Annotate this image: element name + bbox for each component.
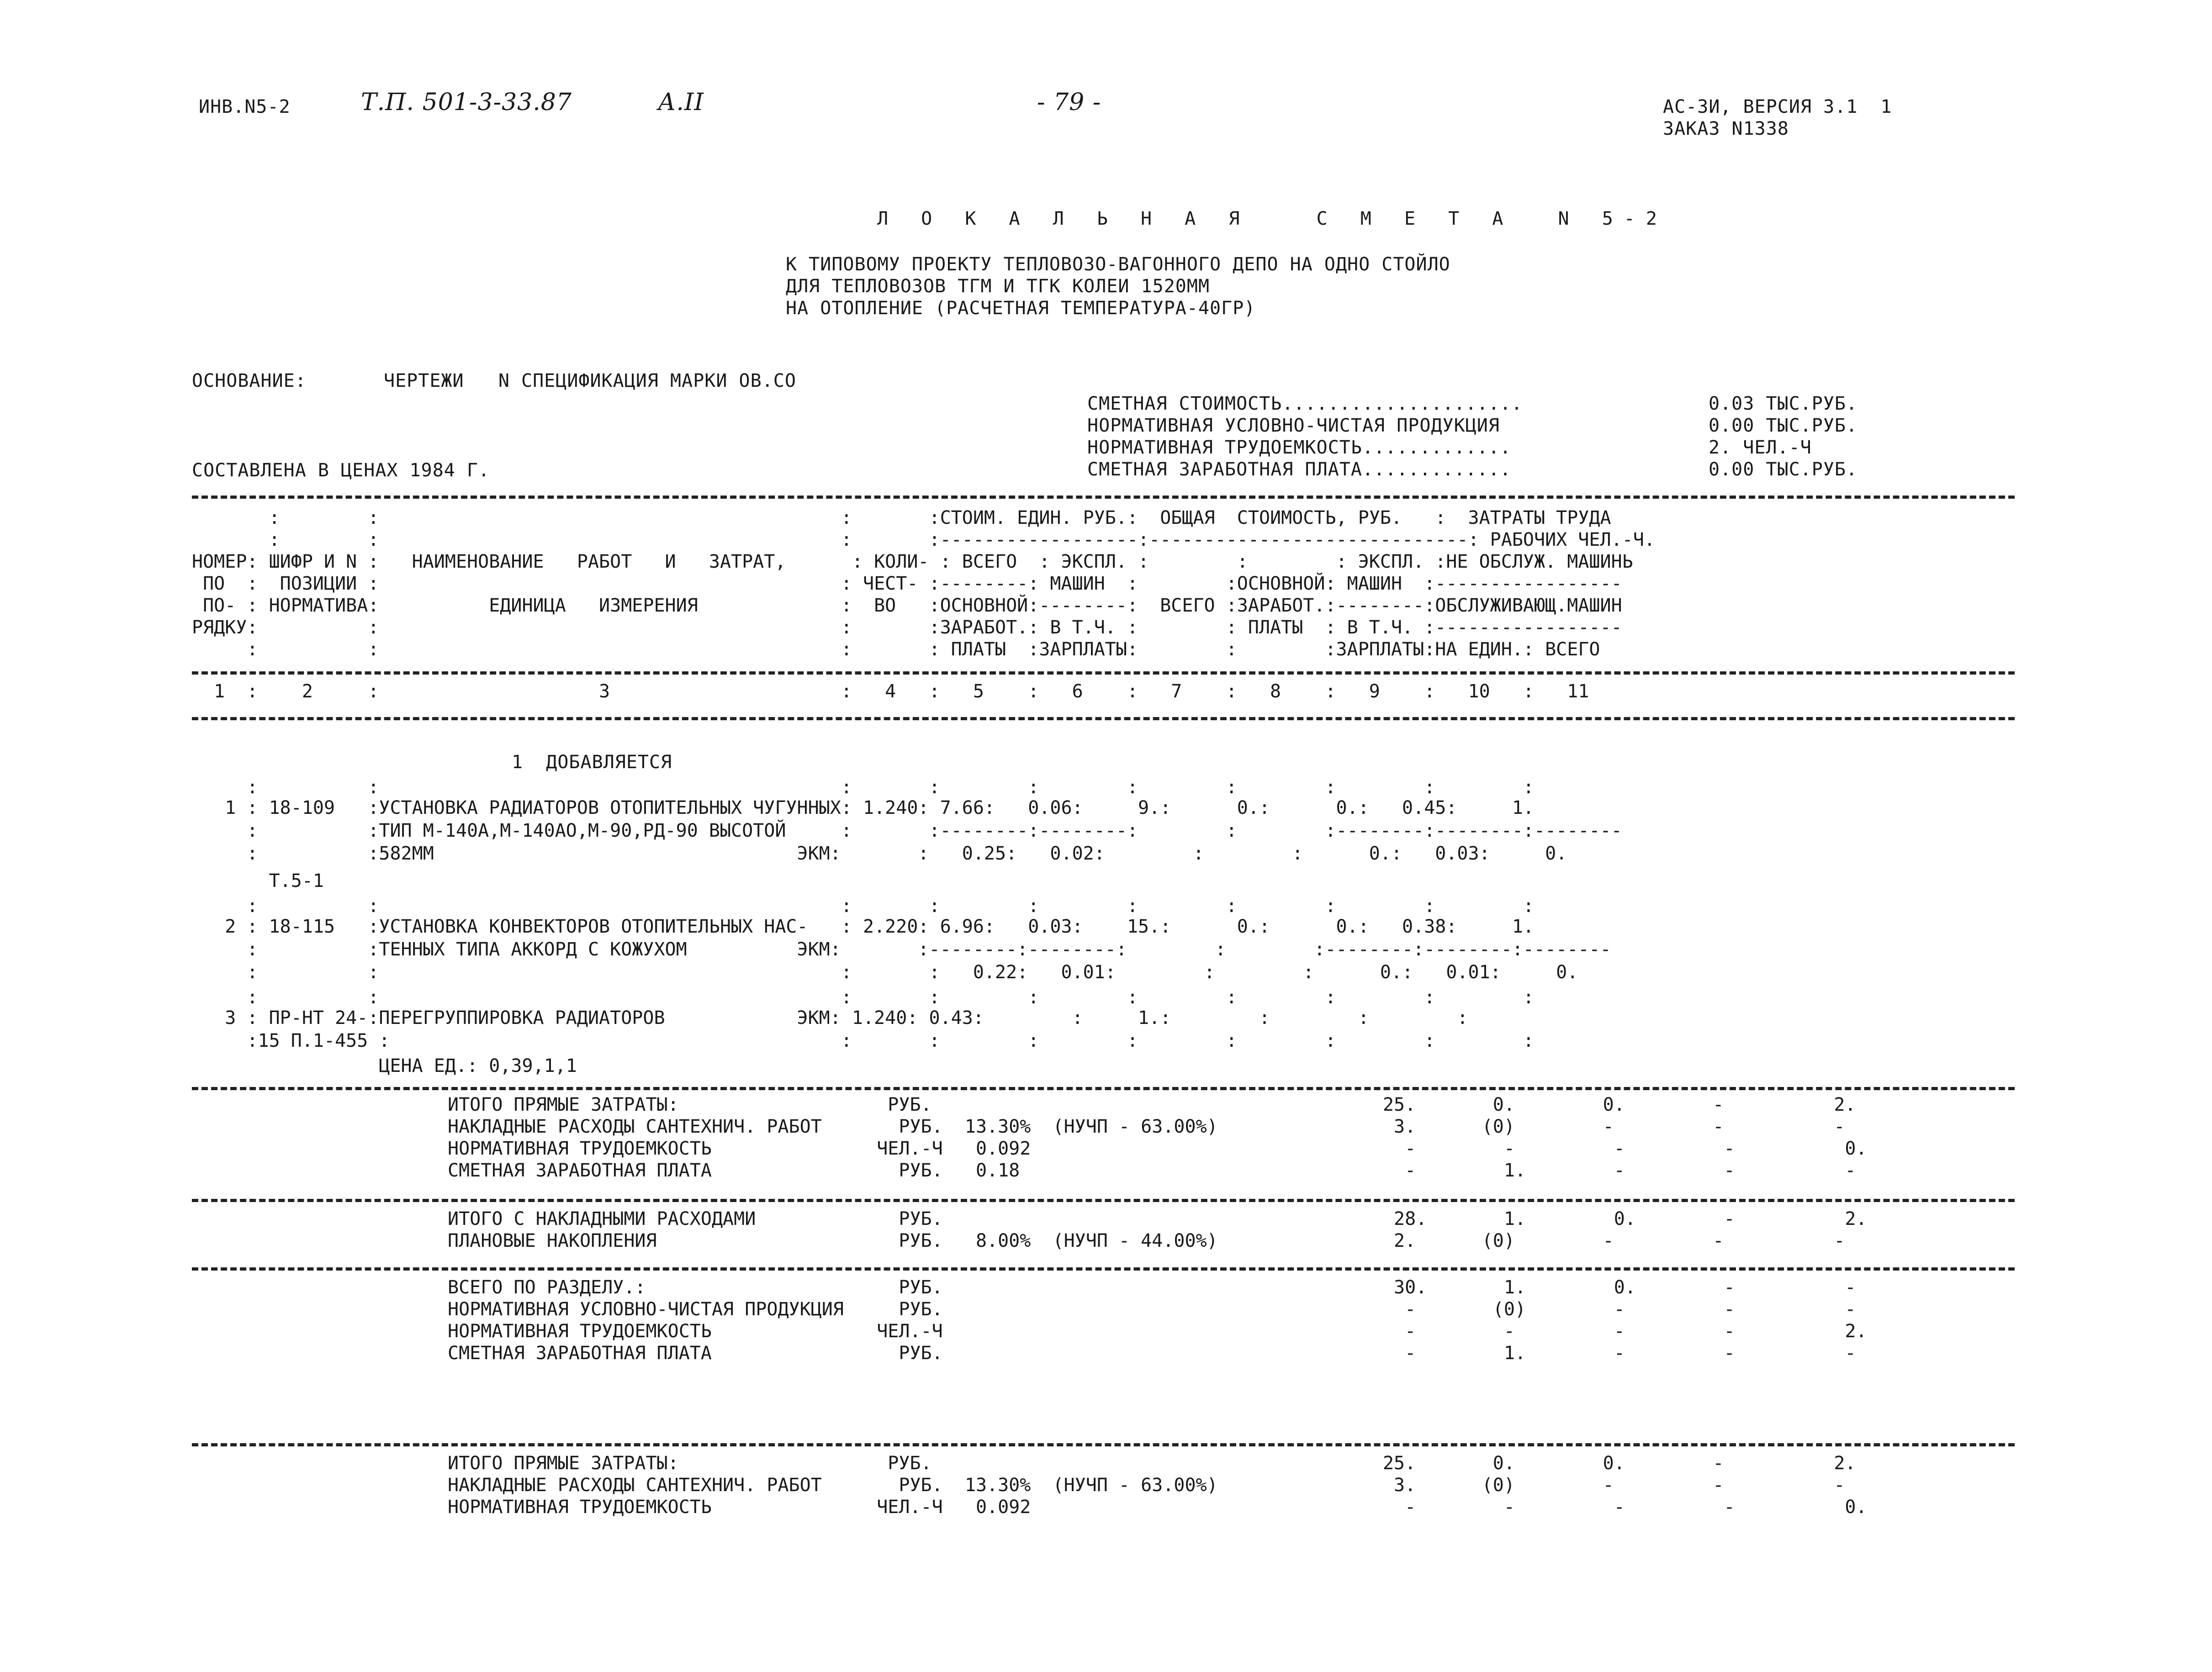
totals-line: ИТОГО ПРЯМЫЕ ЗАТРАТЫ: РУБ. 25. 0. 0. - 2. [448,1094,1856,1115]
section-title: 1 ДОБАВЛЯЕТСЯ [512,752,672,773]
totals-line: НОРМАТИВНАЯ УСЛОВНО-ЧИСТАЯ ПРОДУКЦИЯ РУБ. - (0) - - - [448,1299,1856,1320]
column-numbers: 1 : 2 : 3 : 4 : 5 : 6 : 7 : 8 : 9 : 10 : 11 [192,681,1589,702]
prices-year: СОСТАВЛЕНА В ЦЕНАХ 1984 Г. [192,460,490,481]
summary-label: НОРМАТИВНАЯ УСЛОВНО-ЧИСТАЯ ПРОДУКЦИЯ [1087,415,1500,436]
title-line-2: ДЛЯ ТЕПЛОВОЗОВ ТГМ И ТГК КОЛЕИ 1520ММ [786,276,1210,297]
table-row: ЦЕНА ЕД.: 0,39,1,1 [192,1055,577,1076]
totals-line: НОРМАТИВНАЯ ТРУДОЕМКОСТЬ ЧЕЛ.-Ч 0.092 - - - - 0. [448,1138,1867,1159]
table-row: Т.5-1 [192,870,324,891]
typical-project-number: Т.П. 501-3-33.87 [361,89,572,116]
divider [192,1087,2015,1090]
table-row: :15 П.1-455 : : : : : : : : : [192,1030,1535,1051]
divider [192,1443,2015,1446]
summary-label: СМЕТНАЯ СТОИМОСТЬ..................... [1087,393,1523,414]
divider [192,671,2015,675]
basis-label: ОСНОВАНИЕ: [192,370,307,391]
totals-line: ИТОГО ПРЯМЫЕ ЗАТРАТЫ: РУБ. 25. 0. 0. - 2. [448,1453,1856,1474]
table-row: : :582ММ ЭКМ: : 0.25: 0.02: : : 0.: 0.03: 0. [192,843,1567,864]
totals-line: НАКЛАДНЫЕ РАСХОДЫ САНТЕХНИЧ. РАБОТ РУБ. 13.30% (НУЧП - 63.00%) 3. (0) - - - [448,1475,1845,1496]
title-line-1: К ТИПОВОМУ ПРОЕКТУ ТЕПЛОВОЗО-ВАГОННОГО ДЕПО НА ОДНО СТОЙЛО [786,254,1450,275]
program-version: АС-3И, ВЕРСИЯ 3.1 1 [1663,96,1892,117]
summary-label: СМЕТНАЯ ЗАРАБОТНАЯ ПЛАТА............. [1087,459,1512,480]
summary-value: 0.00 ТЫС.РУБ. [1709,415,1858,436]
table-header-line: ПО : ПОЗИЦИИ : : ЧЕСТ- :--------: МАШИН : :ОСНОВНОЙ: МАШИН :----------------- [192,573,1622,594]
totals-line: ВСЕГО ПО РАЗДЕЛУ.: РУБ. 30. 1. 0. - - [448,1277,1856,1298]
table-header-line: НОМЕР: ШИФР И N : НАИМЕНОВАНИЕ РАБОТ И ЗАТРАТ, : КОЛИ- : ВСЕГО : ЭКСПЛ. : : : ЭКСПЛ. :НЕ ОБСЛУЖ. МАШИНЬ [192,551,1633,572]
divider [192,717,2015,720]
summary-value: 0.00 ТЫС.РУБ. [1709,459,1858,480]
table-row: : :ТЕННЫХ ТИПА АККОРД С КОЖУХОМ ЭКМ: :--------:--------: : :--------:--------:-------- [192,939,1611,960]
divider [192,496,2015,499]
table-row: 3 : ПР-НТ 24-:ПЕРЕГРУППИРОВКА РАДИАТОРОВ ЭКМ: 1.240: 0.43: : 1.: : : : [192,1007,1468,1029]
table-row: : : : : 0.22: 0.01: : : 0.: 0.01: 0. [192,962,1578,983]
table-row: : : : : : : : : : : [192,896,1535,917]
summary-value: 0.03 ТЫС.РУБ. [1709,393,1858,414]
totals-line: НОРМАТИВНАЯ ТРУДОЕМКОСТЬ ЧЕЛ.-Ч - - - - 2. [448,1321,1867,1342]
inventory-number: ИНВ.N5-2 [199,96,291,117]
album-number: А.II [658,89,704,116]
document-title: Л О К А Л Ь Н А Я С М Е Т А N 5-2 [877,208,1668,229]
totals-line: ИТОГО С НАКЛАДНЫМИ РАСХОДАМИ РУБ. 28. 1. 0. - 2. [448,1208,1867,1229]
totals-line: НАКЛАДНЫЕ РАСХОДЫ САНТЕХНИЧ. РАБОТ РУБ. 13.30% (НУЧП - 63.00%) 3. (0) - - - [448,1116,1845,1137]
totals-line: ПЛАНОВЫЕ НАКОПЛЕНИЯ РУБ. 8.00% (НУЧП - 44.00%) 2. (0) - - - [448,1230,1845,1251]
title-line-3: НА ОТОПЛЕНИЕ (РАСЧЕТНАЯ ТЕМПЕРАТУРА-40ГР) [786,298,1256,319]
table-row: : :ТИП М-140А,М-140АО,М-90,РД-90 ВЫСОТОЙ : :--------:--------: : :--------:--------:-------- [192,820,1622,841]
totals-line: СМЕТНАЯ ЗАРАБОТНАЯ ПЛАТА РУБ. - 1. - - - [448,1343,1856,1364]
summary-value: 2. ЧЕЛ.-Ч [1709,437,1812,458]
table-header-line: : : : : ПЛАТЫ :ЗАРПЛАТЫ: : :ЗАРПЛАТЫ:НА ЕДИН.: ВСЕГО [192,639,1600,660]
table-header-line: ПО- : НОРМАТИВА: ЕДИНИЦА ИЗМЕРЕНИЯ : ВО :ОСНОВНОЙ:--------: ВСЕГО :ЗАРАБОТ.:--------:ОБСЛУЖИВАЮЩ.МАШИН [192,595,1622,616]
table-header-line: : : : :СТОИМ. ЕДИН. РУБ.: ОБЩАЯ СТОИМОСТЬ, РУБ. : ЗАТРАТЫ ТРУДА [192,507,1611,528]
page-number: - 79 - [1037,89,1101,116]
divider [192,1267,2015,1271]
table-row: : : : : : : : : : : [192,777,1535,798]
basis-value: ЧЕРТЕЖИ N СПЕЦИФИКАЦИЯ МАРКИ ОВ.СО [384,370,796,391]
summary-label: НОРМАТИВНАЯ ТРУДОЕМКОСТЬ............. [1087,437,1512,458]
table-row: 2 : 18-115 :УСТАНОВКА КОНВЕКТОРОВ ОТОПИТЕЛЬНЫХ НАС- : 2.220: 6.96: 0.03: 15.: 0.: 0.: 0.38: 1. [192,916,1535,937]
table-header-line: : : : :------------------:-----------------------------: РАБОЧИХ ЧЕЛ.-Ч. [192,529,1655,550]
divider [192,1199,2015,1202]
order-number: ЗАКАЗ N1338 [1663,118,1789,139]
totals-line: НОРМАТИВНАЯ ТРУДОЕМКОСТЬ ЧЕЛ.-Ч 0.092 - - - - 0. [448,1497,1867,1518]
totals-line: СМЕТНАЯ ЗАРАБОТНАЯ ПЛАТА РУБ. 0.18 - 1. - - - [448,1160,1856,1181]
table-header-line: РЯДКУ: : : :ЗАРАБОТ.: В Т.Ч. : : ПЛАТЫ : В Т.Ч. :----------------- [192,617,1622,638]
table-row: 1 : 18-109 :УСТАНОВКА РАДИАТОРОВ ОТОПИТЕЛЬНЫХ ЧУГУННЫХ: 1.240: 7.66: 0.06: 9.: 0.: 0.: 0.45: 1. [192,797,1535,818]
table-row: : : : : : : : : : : [192,987,1535,1008]
